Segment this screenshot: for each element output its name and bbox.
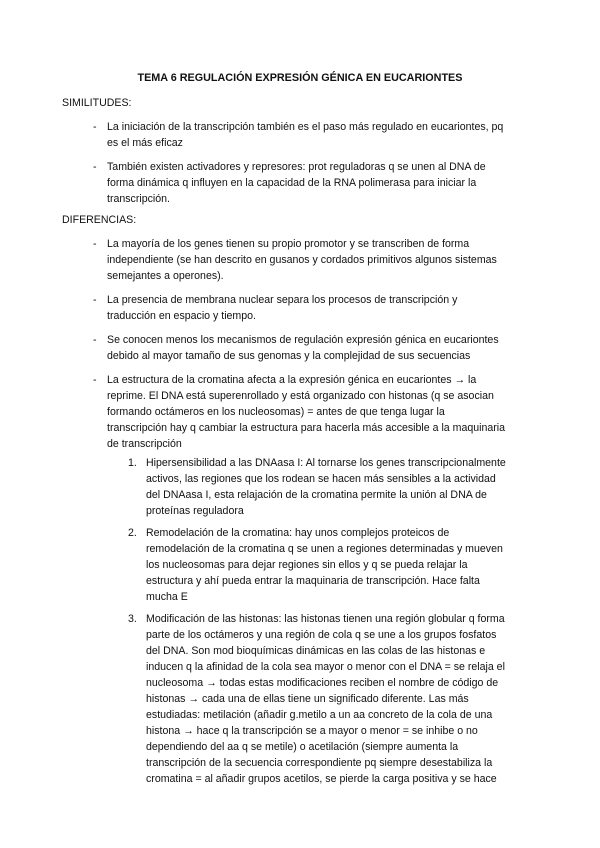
text-line: Se conocen menos los mecanismos de regulación expresión génica en eucariontes [107,334,499,346]
list-number: 1. [128,457,137,469]
list-number: 3. [128,613,137,625]
bullet-marker: - [93,161,97,173]
text-line: mucha E [146,591,188,603]
text-line: nucleosoma → todas estas modificaciones reciben el nombre de código de [146,677,499,689]
text-line: estructura y ahí pueda entrar la maquinaria de transcripción. Hace falta [146,575,480,587]
text-line: remodelación de la cromatina q se unen a regiones determinadas y mueven [146,543,503,555]
text-line: También existen activadores y represores: prot reguladoras q se unen al DNA de [107,161,486,173]
text-line: La iniciación de la transcripción también es el paso más regulado en eucariontes, pq [107,121,504,133]
numbered-item [62,525,562,605]
text-line: reprime. El DNA está superenrollado y está organizado con histonas (q se asocian [107,390,494,402]
text-line: La estructura de la cromatina afecta a la expresión génica en eucariontes → la [107,374,477,386]
bullet-item [62,372,562,452]
numbered-item [62,611,562,787]
text-line: Modificación de las histonas: las histonas tienen una región globular q forma [146,613,505,625]
section [62,95,562,207]
bullet-item [62,159,562,207]
text-line: Remodelación de la cromatina: hay unos complejos proteicos de [146,527,450,539]
text-line: formando octámeros en los nucleosomas) = antes de que tenga lugar la [107,406,445,418]
text-line: del DNA. Son mod bioquímicas dinámicas en las colas de las histonas e [146,645,486,657]
bullet-marker: - [93,238,97,250]
bullet-item [62,292,562,324]
text-line: activos, las regiones que los rodean se hacen más sensibles a la actividad [146,473,496,485]
text-line: transcripción hay q cambiar la estructura para hacerla más accesible a la maquinaria [107,422,506,434]
text-line: cromatina = al añadir grupos acetilos, se pierde la carga positiva y se hace [146,773,497,785]
text-line: los nucleosomas para dejar regiones sin ellos y q se pueda relajar la [146,559,468,571]
text-line: La presencia de membrana nuclear separa los procesos de transcripción y [107,294,458,306]
text-line: del DNAasa I, esta relajación de la cromatina permite la unión al DNA de [146,489,487,501]
text-line: transcripción. [107,193,170,205]
numbered-item [62,455,562,519]
section-heading: SIMILITUDES: [62,97,132,109]
text-line: semejantes a operones). [107,270,224,282]
bullet-marker: - [93,294,97,306]
text-line: histona → hace q la transcripción se a mayor o menor = se inhibe o no [146,725,478,737]
text-line: independiente (se han descrito en gusanos y cordados primitivos algunos sistemas [107,254,497,266]
section [62,212,562,787]
bullet-item [62,332,562,364]
text-line: transcripción de la secuencia correspondiente pq siempre desestabiliza la [146,757,493,769]
list-number: 2. [128,527,137,539]
text-line: histonas → cada una de ellas tiene un significado diferente. Las más [146,693,469,705]
bullet-marker: - [93,121,97,133]
text-line: traducción en espacio y tiempo. [107,310,256,322]
text-line: debido al mayor tamaño de sus genomas y la complejidad de sus secuencias [107,350,471,362]
document-body [62,95,562,787]
text-line: es el más eficaz [107,137,183,149]
text-line: La mayoría de los genes tienen su propio promotor y se transcriben de forma [107,238,470,250]
bullet-marker: - [93,334,97,346]
document-title: TEMA 6 REGULACIÓN EXPRESIÓN GÉNICA EN EUCARIONTES [137,72,463,84]
text-line: Hipersensibilidad a las DNAasa I: Al tornarse los genes transcripcionalmente [146,457,506,469]
section-heading: DIFERENCIAS: [62,214,137,226]
bullet-item [62,119,562,151]
text-line: dependiendo del aa q se metile) o acetilación (siempre aumenta la [146,741,459,753]
text-line: proteínas reguladora [146,505,244,517]
text-line: forma dinámica q influyen en la capacidad de la RNA polimerasa para iniciar la [107,177,477,189]
text-line: parte de los octámeros y una región de cola q se une a los grupos fosfatos [146,629,497,641]
bullet-marker: - [93,374,97,386]
bullet-item [62,236,562,284]
text-line: inducen q la afinidad de la cola sea mayor o menor con el DNA = se relaja el [146,661,505,673]
text-line: de transcripción [107,438,182,450]
text-line: estudiadas: metilación (añadir g.metilo a un aa concreto de la cola de una [146,709,493,721]
